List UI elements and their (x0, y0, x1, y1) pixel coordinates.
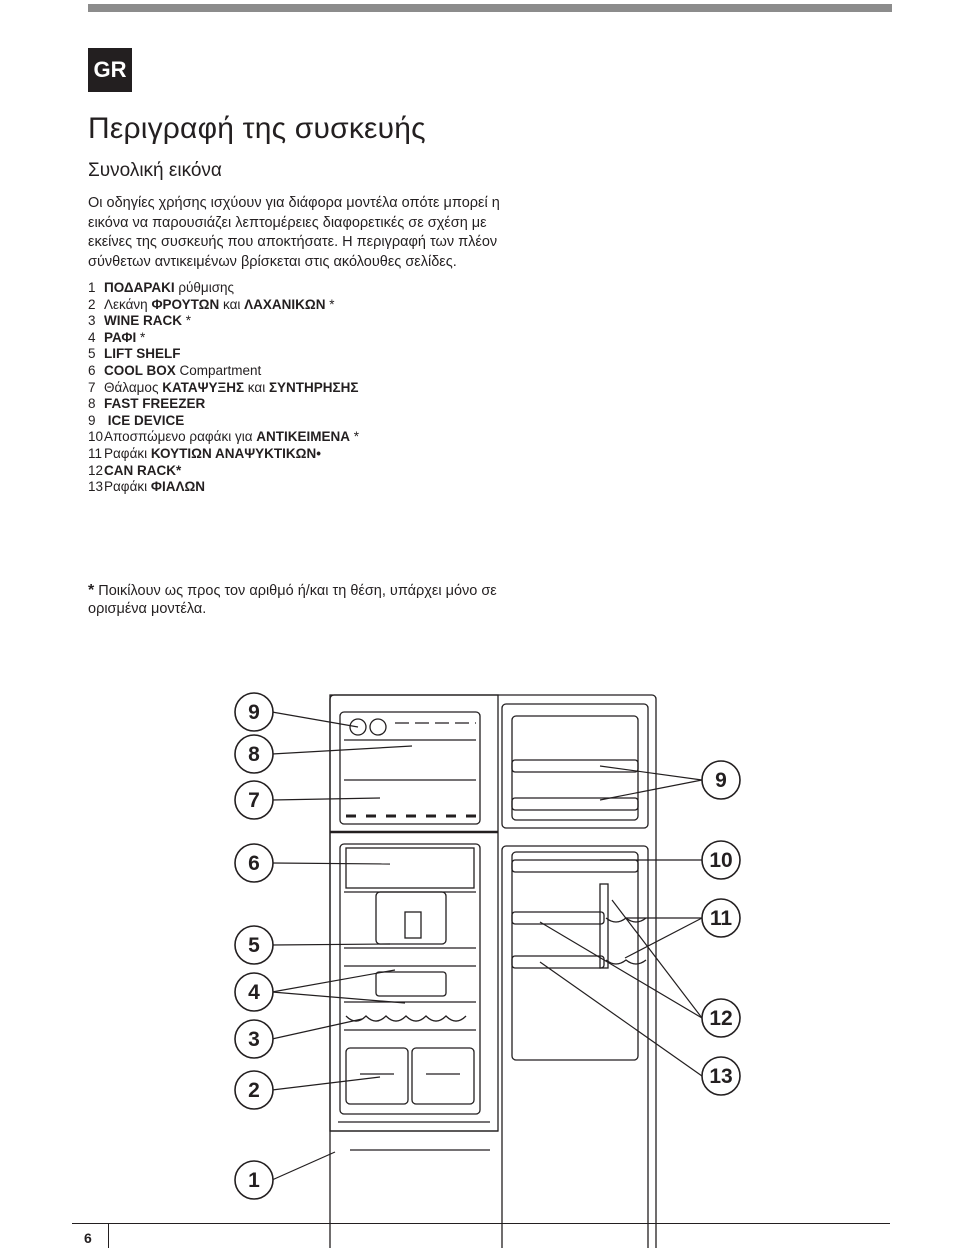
left-callouts (235, 693, 273, 1199)
parts-list-item: 12CAN RACK* (88, 462, 182, 478)
parts-list-item: 4 ΡΑΦΙ * (88, 329, 146, 345)
callout-label: 12 (709, 1007, 733, 1030)
parts-list-item: 3 WINE RACK * (88, 313, 192, 329)
footnote: * Ποικίλουν ως προς τον αριθμό ή/και τη θέση, υπάρχει μόνο σε ορισμένα μοντέλα. (88, 582, 497, 617)
callout-label: 7 (248, 789, 260, 812)
intro-paragraph: Οι οδηγίες χρήσης ισχύουν για διάφορα μοντέλα οπότε μπορεί η εικόνα να παρουσιάζει λεπτομέρειες διαφορετικές σε σχέση με εκείνες της συσκευής που αποκτήσατε. Η περιγραφή των πλέον σύνθετων αντικειμένων βρίσκεται στις ακόλουθες σελίδες. (88, 195, 500, 270)
ice-device-dial (370, 719, 386, 735)
bottle-shelf (512, 956, 604, 968)
parts-list-item: 7 Θάλαμος ΚΑΤΑΨΥΞΗΣ και ΣΥΝΤΗΡΗΣΗΣ (88, 379, 359, 395)
parts-list-item: 10Αποσπώμενο ραφάκι για ΑΝΤΙΚΕΙΜΕΝΑ * (88, 429, 360, 445)
callout-label: 13 (709, 1065, 733, 1088)
door-shelf (512, 798, 638, 810)
page-title: Περιγραφή της συσκευής (88, 112, 426, 145)
page-number: 6 (84, 1230, 92, 1246)
parts-list-item: 2 Λεκάνη ΦΡΟΥΤΩΝ και ΛΑΧΑΝΙΚΩΝ * (88, 296, 335, 312)
parts-list-item: 1 ΠΟΔΑΡΑΚΙ ρύθμισης (88, 280, 235, 295)
crisper-drawer (346, 1048, 408, 1104)
section-subtitle: Συνολική εικόνα (88, 160, 222, 181)
callout-label: 8 (248, 743, 260, 766)
callout-label: 10 (709, 849, 733, 872)
callout-label: 3 (248, 1028, 260, 1051)
callout-label: 4 (248, 981, 260, 1004)
right-callouts (702, 761, 740, 1095)
callout-label: 9 (248, 701, 260, 724)
parts-list-item: 13Ραφάκι ΦΙΑΛΩΝ (88, 479, 206, 495)
callout-label: 6 (248, 852, 260, 875)
cool-box-compartment (346, 848, 474, 888)
callout-label: 1 (248, 1169, 260, 1192)
parts-list-item: 6 COOL BOX Compartment (88, 362, 262, 378)
callout-label: 2 (248, 1079, 260, 1102)
callout-label: 11 (709, 907, 733, 930)
fridge-door (502, 846, 648, 1248)
parts-list-item: 11 Ραφάκι ΚΟΥΤΙΩΝ ΑΝΑΨΥΚΤΙΚΩΝ• (88, 445, 321, 461)
can-shelf (512, 912, 604, 924)
bottom-rule (72, 1223, 890, 1224)
freezer-compartment (340, 712, 480, 824)
language-badge: GR (88, 48, 132, 92)
parts-list-item: 5 LIFT SHELF (88, 346, 181, 362)
object-shelf (512, 860, 638, 872)
left-door-frame (330, 695, 498, 1131)
lift-shelf-unit (376, 892, 446, 944)
parts-list-item: 9 ICE DEVICE (88, 412, 185, 428)
crisper-drawer (412, 1048, 474, 1104)
parts-list-item: 8 FAST FREEZER (88, 396, 206, 412)
door-shelf (512, 760, 638, 772)
wine-rack (346, 1016, 466, 1021)
callout-label: 9 (715, 769, 727, 792)
callout-label: 5 (248, 934, 260, 957)
